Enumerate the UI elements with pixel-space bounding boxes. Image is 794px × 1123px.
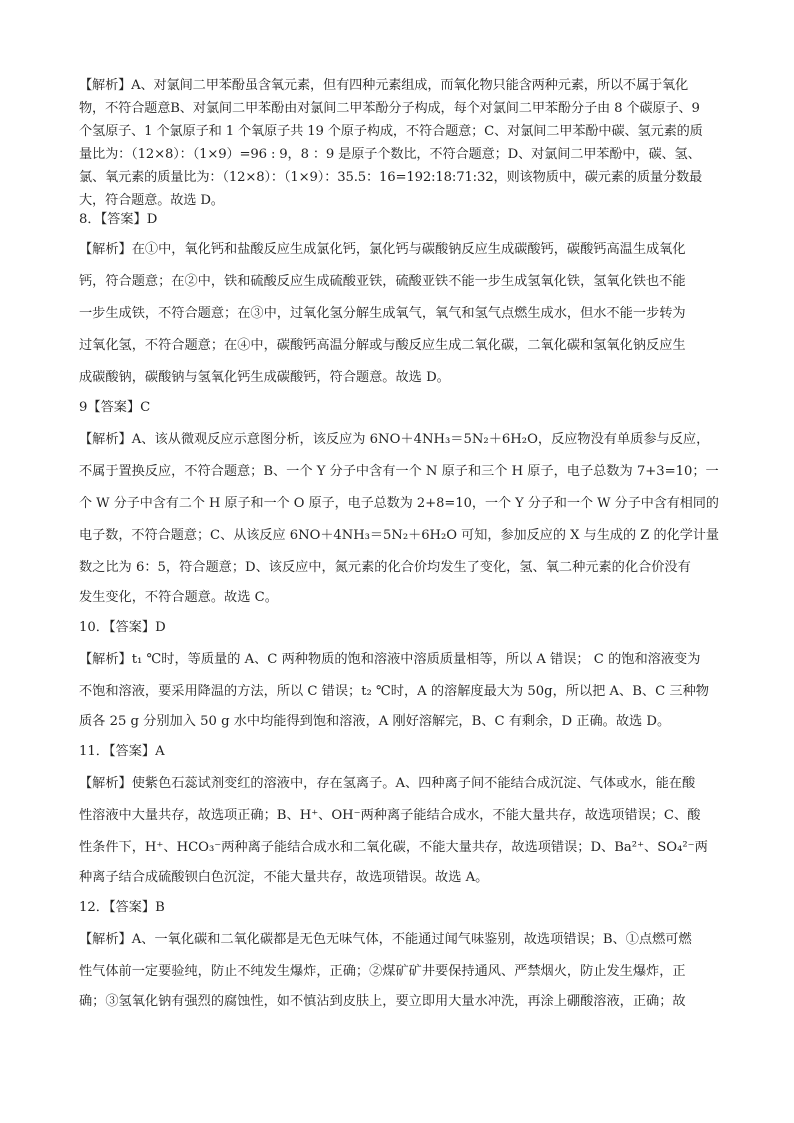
q11-line-3: 性条件下，H⁺、HCO₃⁻两种离子能结合成水和二氧化碳，不能大量共存，故选项错误；D、Ba²⁺、SO₄²⁻两 (79, 840, 708, 855)
q11-line-1: 【解析】使紫色石蕊试剂变红的溶液中，存在氢离子。A、四种离子间不能结合成沉淀、气体或水，能在酸 (79, 776, 696, 791)
q10-line-2: 不饱和溶液，要采用降温的方法，所以 C 错误；t₂ ℃时，A 的溶解度最大为 50g，所以把 A、B、C 三种物 (79, 684, 709, 699)
q8-line-5: 成碳酸钠，碳酸钠与氢氧化钙生成碳酸钙，符合题意。故选 D。 (79, 370, 450, 385)
q12-line-1: 【解析】A、一氧化碳和二氧化碳都是无色无味气体，不能通过闻气味鉴别，故选项错误；B、①点燃可燃 (79, 932, 692, 947)
q8-line-3: 一步生成铁，不符合题意；在③中，过氧化氢分解生成氧气，氧气和氢气点燃生成水，但水不能一步转为 (79, 306, 686, 321)
q11-line-2: 性溶液中大量共存，故选项正确；B、H⁺、OH⁻两种离子能结合成水，不能大量共存，故选项错误；C、酸 (79, 808, 701, 823)
q7-line-4: 量比为：（12×8）：（1×9）=96 : 9，8 ：9 是原子个数比，不符合题意；D、对氯间二甲苯酚中，碳、氢、 (79, 147, 701, 162)
q11-answer: 11．【答案】A (79, 744, 165, 759)
q11-line-4: 种离子结合成硫酸钡白色沉淀，不能大量共存，故选项错误。故选 A。 (79, 870, 489, 885)
q7-line-3: 个氢原子、1 个氯原子和 1 个氧原子共 19 个原子构成，不符合题意；C、对氯间二甲苯酚中碳、氢元素的质 (79, 124, 703, 139)
q9-line-5: 数之比为 6：5，符合题意；D、该反应中，氮元素的化合价均发生了变化，氢、氧二种元素的化合价没有 (79, 560, 691, 575)
q9-line-3: 个 W 分子中含有二个 H 原子和一个 O 原子，电子总数为 2+8=10，一个 Y 分子和一个 W 分子中含有相同的 (79, 496, 719, 511)
q9-answer: 9【答案】C (79, 400, 151, 415)
q7-line-5: 氯、氧元素的质量比为：（12×8）：（1×9）：35.5：16=192:18:71:32，则该物质中，碳元素的质量分数最 (79, 170, 703, 185)
q10-answer: 10．【答案】D (79, 620, 166, 635)
q12-answer: 12．【答案】B (79, 900, 165, 915)
q10-line-3: 质各 25 g 分别加入 50 g 水中均能得到饱和溶液，A 刚好溶解完，B、C 有剩余，D 正确。故选 D。 (79, 714, 671, 729)
q12-line-3: 确；③氢氧化钠有强烈的腐蚀性，如不慎沾到皮肤上，要立即用大量水冲洗，再涂上硼酸溶液，正确；故 (79, 994, 686, 1009)
q12-line-2: 性气体前一定要验纯，防止不纯发生爆炸，正确；②煤矿矿井要保持通风、严禁烟火，防止发生爆炸，正 (79, 964, 686, 979)
q10-line-1: 【解析】t₁ ℃时，等质量的 A、C 两种物质的饱和溶液中溶质质量相等，所以 A 错误； C 的饱和溶液变为 (79, 652, 701, 667)
q8-line-4: 过氧化氢，不符合题意；在④中，碳酸钙高温分解或与酸反应生成二氧化碳，二氧化碳和氢氧化钠反应生 (79, 338, 686, 353)
q7-line-2: 物，不符合题意B、对氯间二甲苯酚由对氯间二甲苯酚分子构成，每个对氯间二甲苯酚分子由 8 个碳原子、9 (79, 101, 700, 116)
q7-line-1: 【解析】A、对氯间二甲苯酚虽含氧元素，但有四种元素组成，而氧化物只能含两种元素，所以不属于氧化 (79, 78, 689, 93)
q8-answer: 8．【答案】D (79, 212, 158, 227)
q9-line-6: 发生变化，不符合题意。故选 C。 (79, 590, 278, 605)
q9-line-4: 电子数，不符合题意；C、从该反应 6NO＋4NH₃＝5N₂＋6H₂O 可知，参加反应的 X 与生成的 Z 的化学计量 (79, 528, 720, 543)
q7-line-6: 大，符合题意。故选 D。 (79, 193, 224, 208)
q8-line-2: 钙，符合题意；在②中，铁和硫酸反应生成硫酸亚铁，硫酸亚铁不能一步生成氢氧化铁，氢氧化铁也不能 (79, 274, 686, 289)
q9-line-2: 不属于置换反应，不符合题意；B、一个 Y 分子中含有一个 N 原子和三个 H 原子，电子总数为 7+3=10；一 (79, 464, 719, 479)
q8-line-1: 【解析】在①中，氧化钙和盐酸反应生成氯化钙，氯化钙与碳酸钠反应生成碳酸钙，碳酸钙高温生成氧化 (79, 242, 686, 257)
q9-line-1: 【解析】A、该从微观反应示意图分析，该反应为 6NO＋4NH₃＝5N₂＋6H₂O，反应物没有单质参与反应， (79, 432, 710, 447)
